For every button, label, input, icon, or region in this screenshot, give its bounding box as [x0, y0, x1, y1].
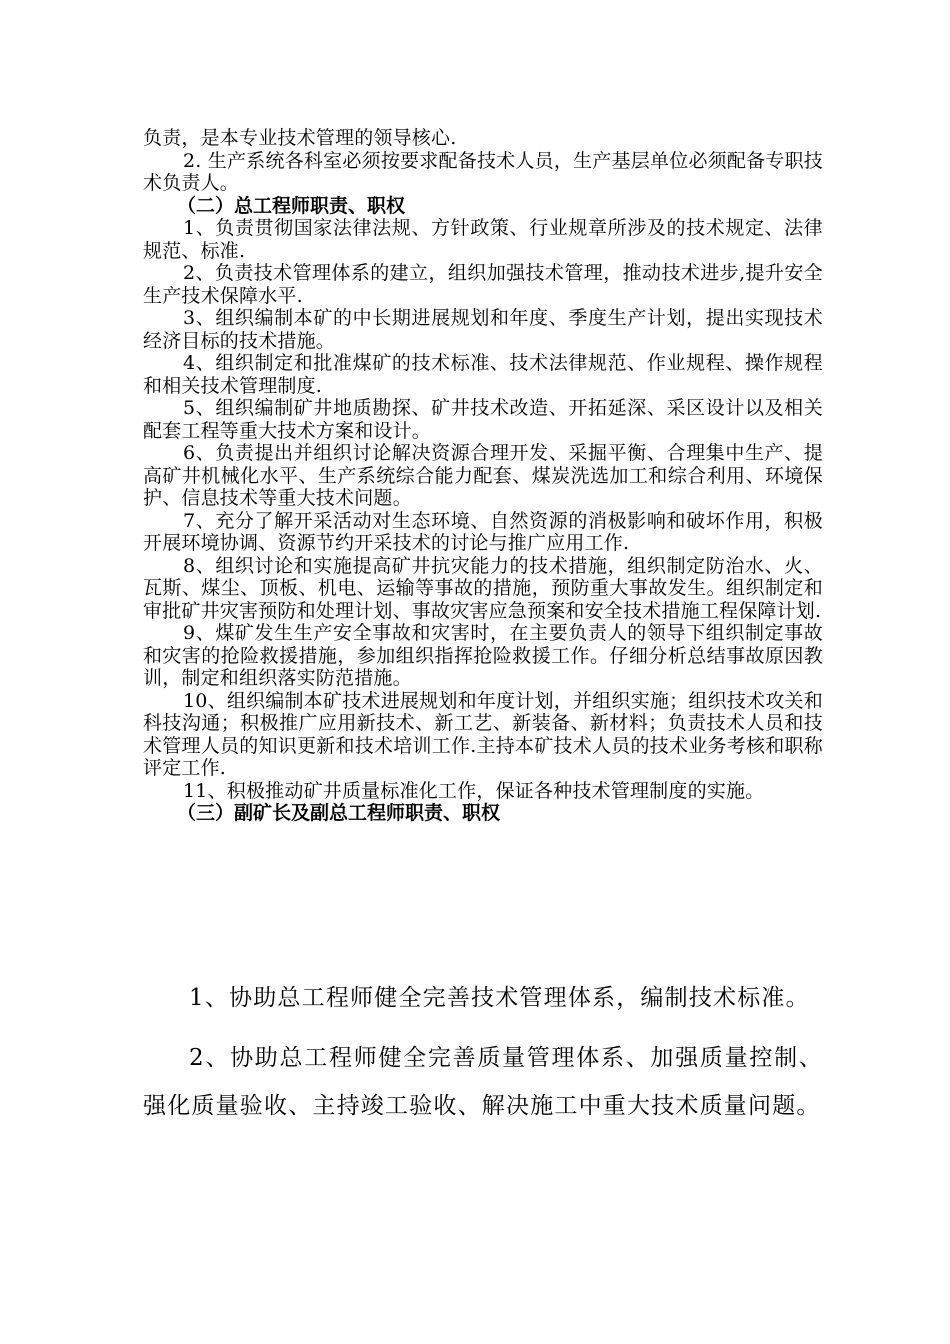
duty-item-6: 6、负责提出并组织讨论解决资源合理开发、采掘平衡、合理集中生产、提高矿井机械化水平、生产系统综合能力配套、煤炭洗选加工和综合利用、环境保护、信息技术等重大技术问题。: [143, 442, 823, 509]
duty-item-5: 5、组织编制矿井地质勘探、矿井技术改造、开拓延深、采区设计以及相关配套工程等重大技术方案和设计。: [143, 397, 823, 442]
duty-item-7: 7、充分了解开采活动对生态环境、自然资源的消极影响和破坏作用，积极开展环境协调、资源节约开采技术的讨论与推广应用工作.: [143, 509, 823, 554]
duty-item-1: 1、负责贯彻国家法律法规、方针政策、行业规章所涉及的技术规定、法律规范、标准.: [143, 217, 823, 262]
duty-item-3: 3、组织编制本矿的中长期进展规划和年度、季度生产计划，提出实现技术经济目标的技术措施。: [143, 307, 823, 352]
paragraph-continued: 负责，是本专业技术管理的领导核心.: [143, 127, 457, 149]
duty-item-9: 9、煤矿发生生产安全事故和灾害时，在主要负责人的领导下组织制定事故和灾害的抢险救援措施，参加组织指挥抢险救援工作。仔细分析总结事故原因教训，制定和组织落实防范措施。: [143, 622, 823, 689]
paragraph-item-2: 2. 生产系统各科室必须按要求配备技术人员，生产基层单位必须配备专职技术负责人。: [143, 149, 823, 194]
document-body: [143, 127, 823, 825]
duty-item-11: 11、积极推动矿井质量标准化工作，保证各种技术管理制度的实施。: [183, 779, 765, 802]
section-heading-2: （二）总工程师职责、职权: [177, 194, 406, 217]
duty-item-10: 10、组织编制本矿技术进展规划和年度计划，并组织实施；组织技术攻关和科技沟通；积极推广应用新技术、新工艺、新装备、新材料；负责技术人员和技术管理人员的知识更新和技术培训工作.主持本矿技术人员的技术业务考核和职称评定工作.: [143, 689, 823, 779]
duty-item-2: 2、负责技术管理体系的建立，组织加强技术管理，推动技术进步,提升安全生产技术保障水平.: [143, 262, 823, 307]
duty-item-4: 4、组织制定和批准煤矿的技术标准、技术法律规范、作业规程、操作规程和相关技术管理制度.: [143, 352, 823, 397]
deputy-item-1: 1、协助总工程师健全完善技术管理体系，编制技术标准。: [189, 985, 810, 1011]
duty-item-8: 8、组织讨论和实施提高矿井抗灾能力的技术措施，组织制定防治水、火、瓦斯、煤尘、顶板、机电、运输等事故的措施，预防重大事故发生。组织制定和审批矿井灾害预防和处理计划、事故灾害应急预案和安全技术措施工程保障计划.: [143, 554, 823, 622]
section-heading-3: （三）副矿长及副总工程师职责、职权: [177, 802, 501, 824]
document-body-large: [143, 974, 823, 1130]
deputy-item-2: 2、协助总工程师健全完善质量管理体系、加强质量控制、强化质量验收、主持竣工验收、解决施工中重大技术质量问题。: [143, 1045, 823, 1119]
